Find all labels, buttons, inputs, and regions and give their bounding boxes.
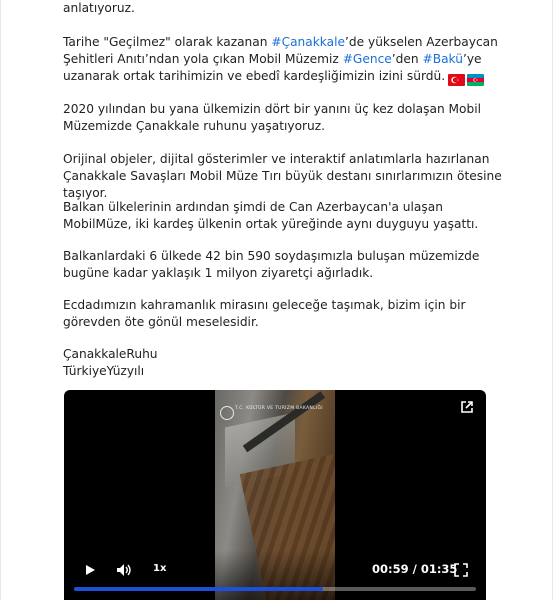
- fullscreen-icon[interactable]: [454, 563, 468, 577]
- paragraph-heritage: Ecdadımızın kahramanlık mirasını geleceğe taşımak, bizim için bir görevden öte gönül meselesidir.: [63, 298, 466, 329]
- text-segment: ’den: [391, 52, 423, 66]
- text-segment: ’de yükselen Azerbaycan Şehitleri Anıtı’ndan yola çıkan Mobil Müzemiz: [63, 35, 498, 66]
- text-segment: Tarihe "Geçilmez" olarak kazanan: [63, 35, 272, 49]
- paragraph-azerbaijan: Balkan ülkelerinin ardından şimdi de Can Azerbaycan'a ulaşan MobilMüze, iki kardeş ülkenin ortak yüreğinde aynı duyguyu yaşattı.: [63, 200, 479, 231]
- volume-icon[interactable]: [116, 563, 132, 577]
- azerbaijan-flag-icon: [467, 74, 484, 86]
- ministry-logo-text: T.C. KÜLTÜR VE TURİZM BAKANLIĞI: [235, 406, 323, 411]
- video-player[interactable]: [64, 390, 486, 600]
- paragraph-visitors: Balkanlardaki 6 ülkede 42 bin 590 soydaşımızla buluşan müzemizde bugüne kadar yaklaşık 1 milyon ziyaretçi ağırladık.: [63, 249, 480, 280]
- video-controls: [64, 550, 486, 600]
- progress-fill: [74, 587, 323, 591]
- hashtag-canakkale[interactable]: #Çanakkale: [271, 35, 345, 49]
- hashtag-yuzyili: TürkiyeYüzyılı: [63, 364, 145, 378]
- flag-emojis: [448, 71, 486, 88]
- hashtag-ruhu: ÇanakkaleRuhu: [63, 347, 158, 361]
- video-time: 00:59 / 01:35: [372, 562, 458, 576]
- hashtag-baku[interactable]: #Bakü: [422, 52, 463, 66]
- ministry-logo: [220, 404, 323, 426]
- ministry-seal-icon: [220, 406, 234, 420]
- paragraph-museum-tour: 2020 yılından bu yana ülkemizin dört bir yanını üç kez dolaşan Mobil Müzemizde Çanakkale ruhunu yaşatıyoruz.: [63, 102, 482, 133]
- popout-icon[interactable]: [460, 400, 474, 414]
- paragraph-intro: anlatıyoruz.: [63, 1, 135, 15]
- turkey-flag-icon: [448, 74, 465, 86]
- paragraph-exhibits: Orijinal objeler, dijital gösterimler ve interaktif anlatımlarla hazırlanan Çanakkale Savaşları Mobil Müze Tırı büyük destanı sınırlarımızın ötesine taşıyor.: [63, 152, 502, 200]
- text-segment: ’ye uzanarak ortak tarihimizin ve ebedî kardeşliğimizin izini sürdü.: [63, 52, 482, 83]
- progress-bar[interactable]: [74, 587, 476, 591]
- hashtag-gence[interactable]: #Gence: [342, 52, 392, 66]
- paragraph-monument: [63, 34, 503, 88]
- play-icon[interactable]: [84, 564, 96, 576]
- playback-speed-button[interactable]: 1x: [153, 563, 167, 574]
